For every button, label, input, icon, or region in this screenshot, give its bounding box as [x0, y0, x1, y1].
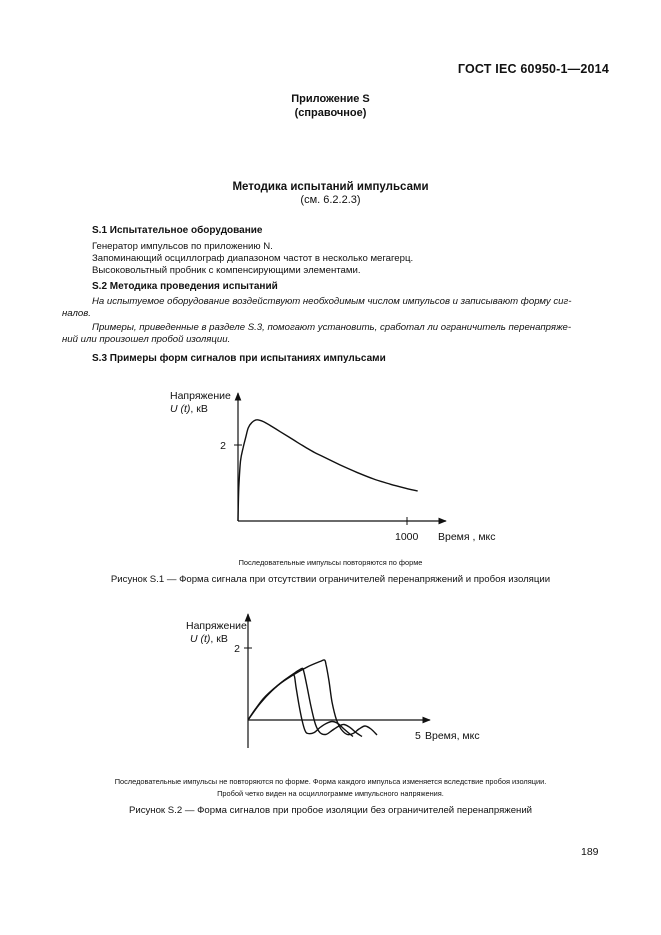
s2-paragraph-1-line-1: На испытуемое оборудование воздействуют необходимым числом импульсов и записывают форму сиг- [92, 296, 572, 307]
figure-s2-caption: Рисунок S.2 — Форма сигналов при пробое изоляции без ограничителей перенапряжений [128, 805, 533, 816]
page-number: 189 [581, 846, 599, 858]
figure-s1-x-label: Время , мкс [438, 531, 496, 543]
figure-s2-x-tick-label: 5 [415, 730, 421, 742]
figure-s1-y-label-line1: Напряжение [170, 390, 231, 402]
figure-s2-note-line-1: Последовательные импульсы не повторяются по форме. Форма каждого импульса изменяется вследствие пробоя изоляции. [114, 777, 547, 786]
section-title: Методика испытаний импульсами [232, 181, 429, 193]
appendix-subtitle: (справочное) [294, 107, 367, 119]
s1-item: Генератор импульсов по приложению N. [92, 241, 273, 252]
figure-s2-chart [0, 608, 661, 768]
figure-s2-y-label-line2 [190, 633, 228, 645]
section-reference: (см. 6.2.2.3) [300, 194, 361, 206]
s1-item: Запоминающий осциллограф диапазоном частот в несколько мегагерц. [92, 253, 414, 264]
figure-s2-series-pulse-2 [248, 668, 362, 736]
s2-paragraph-1-line-2: налов. [62, 308, 91, 319]
figure-s2-note-line-2: Пробой четко виден на осциллограмме импульсного напряжения. [217, 789, 444, 798]
figure-s1-note: Последовательные импульсы повторяются по форме [238, 558, 423, 567]
figure-s1-y-tick-label: 2 [220, 440, 226, 452]
figure-s1-x-tick-label: 1000 [395, 531, 419, 543]
s1-item: Высоковольтный пробник с компенсирующими элементами. [92, 265, 361, 276]
appendix-title: Приложение S [291, 93, 370, 105]
s2-heading: S.2 Методика проведения испытаний [92, 281, 278, 292]
figure-s2-series-pulse-3 [248, 660, 377, 735]
figure-s2-y-label-unit: , кВ [210, 633, 228, 645]
figure-s2-y-label-line1: Напряжение [186, 620, 247, 632]
figure-s1-chart [0, 385, 661, 545]
figure-s1-y-label-unit: , кВ [190, 403, 208, 415]
s2-paragraph-2-line-1: Примеры, приведенные в разделе S.3, помогают установить, сработал ли ограничитель перенапряже- [92, 322, 572, 333]
figure-s1-series-impulse [238, 420, 418, 521]
figure-s2-y-label-var: U (t) [190, 633, 211, 645]
figure-s1-caption: Рисунок S.1 — Форма сигнала при отсутствии ограничителей перенапряжений и пробоя изоляции [110, 574, 551, 585]
document-standard-header: ГОСТ IEC 60950-1—2014 [457, 62, 609, 76]
appendix-heading [0, 92, 661, 120]
figure-s2-y-tick-label: 2 [234, 643, 240, 655]
figure-s1-y-label-line2 [170, 403, 208, 415]
figure-s1-y-label-var: U (t) [170, 403, 191, 415]
s2-paragraph-2-line-2: ний или произошел пробой изоляции. [62, 334, 231, 345]
s3-heading: S.3 Примеры форм сигналов при испытаниях импульсами [92, 353, 386, 364]
s1-heading: S.1 Испытательное оборудование [92, 225, 263, 236]
figure-s2-x-label: Время, мкс [425, 730, 480, 742]
